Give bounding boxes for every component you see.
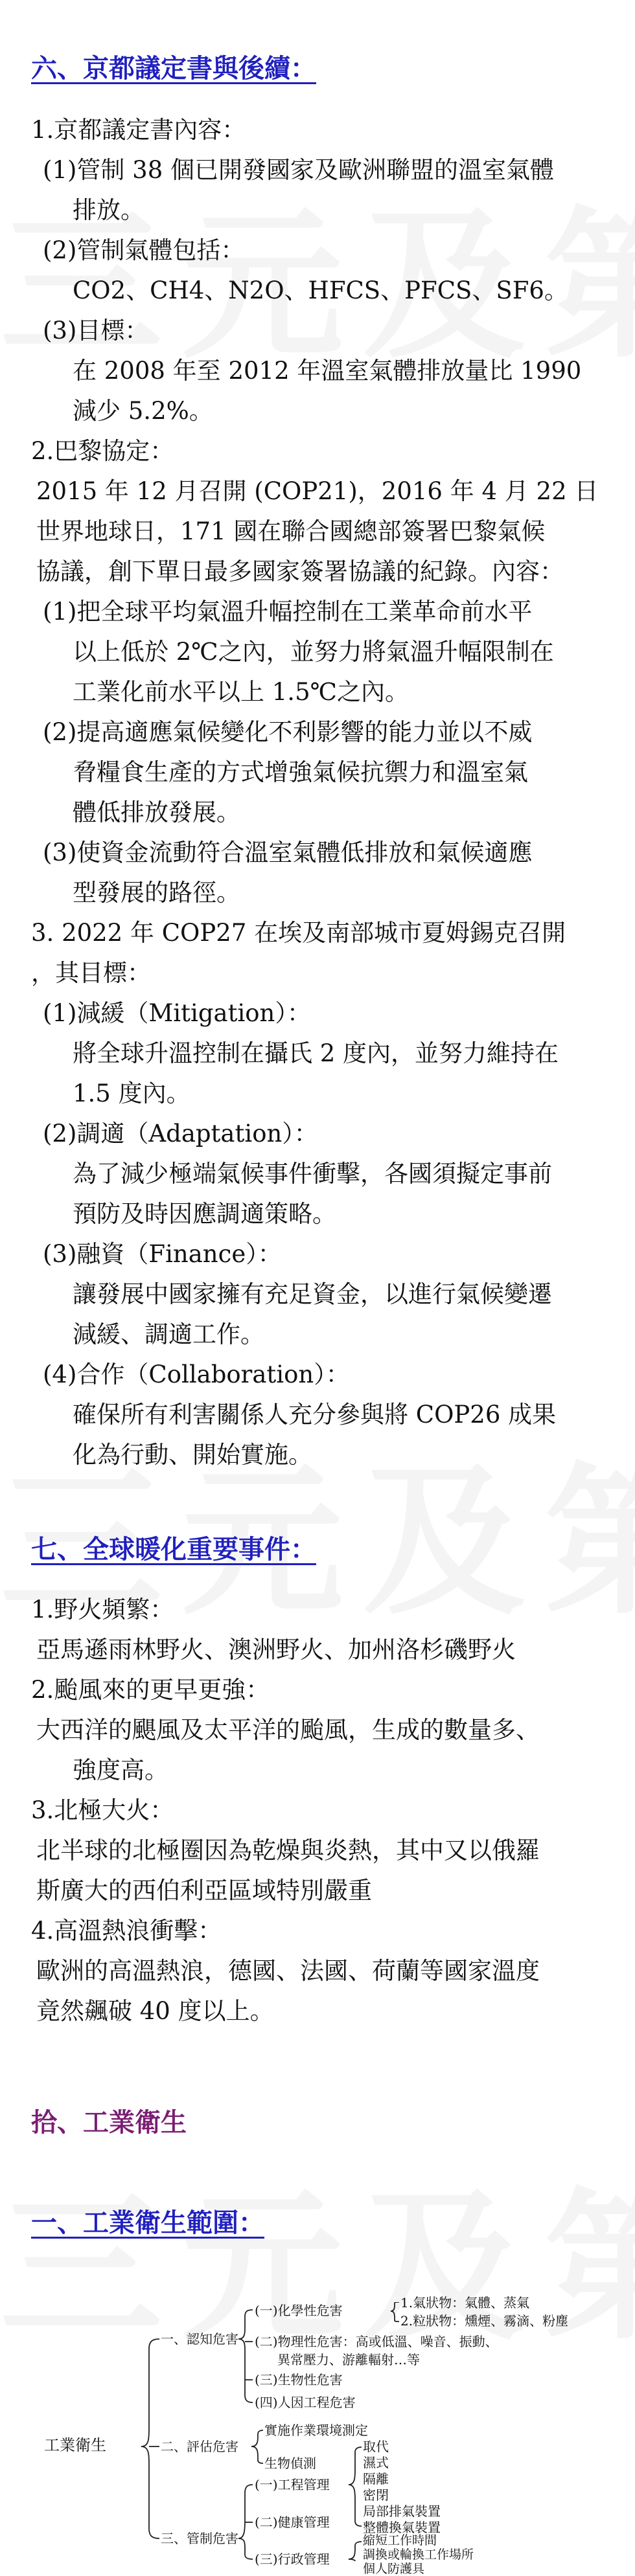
s6-line: (2)管制氣體包括： [43, 236, 245, 264]
s6-line: (1)把全球平均氣溫升幅控制在工業革命前水平 [43, 598, 533, 626]
s6-line: CO2、CH4、N2O、HFCS、PFCS、SF6。 [73, 277, 568, 304]
s6-line: 3. 2022 年 COP27 在埃及南部城市夏姆錫克召開 [31, 919, 566, 947]
watermark-top [0, 155, 635, 389]
s7-line: 亞馬遜雨林野火、澳洲野火、加州洛杉磯野火 [36, 1636, 516, 1664]
s7-line: 斯廣大的西伯利亞區域特別嚴重 [36, 1877, 372, 1904]
s6-line: (2)提高適應氣候變化不利影響的能力並以不威 [43, 718, 533, 746]
section-1-title: 一、工業衛生範圍： [31, 2208, 264, 2238]
s6-line: 減少 5.2%。 [73, 397, 213, 425]
diagram-phys2: 異常壓力、游離輻射…等 [277, 2352, 420, 2367]
s6-line: 減緩、調適工作。 [73, 1320, 264, 1348]
s6-line: 讓發展中國家擁有充足資金，以進行氣候變遷 [73, 1280, 552, 1308]
diagram-admin: (三)行政管理 [255, 2551, 330, 2567]
s6-line: (1)管制 38 個已開發國家及歐洲聯盟的溫室氣體 [43, 156, 555, 184]
s6-line: 排放。 [73, 196, 144, 224]
s6-line: 脅糧食生產的方式增強氣候抗禦力和溫室氣 [73, 758, 528, 786]
s6-line: 為了減少極端氣候事件衝擊，各國須擬定事前 [73, 1160, 552, 1188]
diagram-recognize: 一、認知危害 [161, 2331, 238, 2347]
s6-line: 體低排放發展。 [73, 798, 240, 826]
industrial-hygiene-diagram [31, 2295, 614, 2576]
s6-line: 協議，創下單日最多國家簽署協議的紀錄。內容： [36, 558, 564, 585]
chapter-10-title: 拾、工業衛生 [31, 2108, 187, 2138]
diagram-admin-item: 調換或輪換工作場所 [363, 2548, 474, 2562]
s6-line: 1.京都議定書內容： [31, 116, 246, 144]
diagram-eng-item: 取代 [363, 2439, 389, 2454]
diagram-admin-items [363, 2533, 474, 2576]
s6-line: 1.5 度內。 [73, 1079, 190, 1107]
diagram-measure: 實施作業環境測定 [264, 2423, 368, 2438]
s6-line: 將全球升溫控制在攝氏 2 度內，並努力維持在 [73, 1039, 559, 1067]
diagram-eng-item: 局部排氣裝置 [363, 2503, 441, 2519]
s6-line: 工業化前水平以上 1.5℃之內。 [73, 678, 409, 706]
s7-line: 2.颱風來的更早更強： [31, 1676, 270, 1704]
section-6-title: 六、京都議定書與後續： [31, 54, 316, 84]
diagram-root: 工業衛生 [44, 2436, 106, 2454]
s6-line: 2015 年 12 月召開 (COP21)，2016 年 4 月 22 日 [36, 477, 599, 505]
s7-line: 3.北極大火： [31, 1796, 174, 1824]
diagram-evaluate: 二、評估危害 [161, 2439, 238, 2454]
diagram-phys: (二)物理性危害：高或低溫、噪音、振動、 [255, 2334, 498, 2349]
s7-line: 4.高溫熱浪衝擊： [31, 1917, 222, 1945]
s6-line: 以上低於 2℃之內，並努力將氣溫升幅限制在 [73, 638, 554, 666]
s6-line: 預防及時因應調適策略。 [73, 1200, 336, 1228]
s6-line: 2.巴黎協定： [31, 437, 174, 465]
s7-line: 1.野火頻繁： [31, 1596, 174, 1623]
s6-line: (1)減緩（Mitigation）： [43, 999, 311, 1027]
s6-line: 在 2008 年至 2012 年溫室氣體排放量比 1990 [73, 357, 582, 385]
diagram-eng-item: 密閉 [363, 2487, 389, 2503]
section-7-title: 七、全球暖化重要事件： [31, 1535, 316, 1565]
s6-line: (4)合作（Collaboration）： [43, 1361, 350, 1388]
s6-line: (3)融資（Finance）： [43, 1240, 282, 1268]
s6-line: 型發展的路徑。 [73, 879, 240, 907]
diagram-admin-item: 縮短工作時間 [363, 2533, 437, 2548]
s6-line: 世界地球日，171 國在聯合國總部簽署巴黎氣候 [36, 517, 546, 545]
s7-line: 強度高。 [73, 1756, 168, 1784]
s6-line: ，其目標： [31, 959, 151, 987]
s6-line: 確保所有利害關係人充分參與將 COP26 成果 [73, 1401, 557, 1429]
diagram-bio: (三)生物性危害 [255, 2372, 343, 2388]
diagram-eng-item: 隔離 [363, 2471, 389, 2487]
s7-line: 竟然飆破 40 度以上。 [36, 1997, 274, 2025]
diagram-gas: 1.氣狀物：氣體、蒸氣 [400, 2295, 530, 2310]
s7-line: 北半球的北極圈因為乾燥與炎熱，其中又以俄羅 [36, 1836, 540, 1864]
diagram-eng-item: 濕式 [363, 2455, 389, 2470]
diagram-admin-item: 個人防護具 [363, 2562, 425, 2576]
diagram-chem: (一)化學性危害 [255, 2303, 343, 2318]
s6-line: (3)目標： [43, 317, 149, 345]
diagram-eng: (一)工程管理 [255, 2477, 330, 2492]
diagram-biomon: 生物偵測 [264, 2456, 316, 2471]
s6-line: 化為行動、開始實施。 [73, 1441, 312, 1469]
diagram-eng-items [363, 2439, 441, 2536]
diagram-health: (二)健康管理 [255, 2514, 330, 2530]
s7-line: 大西洋的颶風及太平洋的颱風，生成的數量多、 [36, 1716, 540, 1744]
s6-line: (2)調適（Adaptation）： [43, 1120, 318, 1147]
diagram-particle: 2.粒狀物：燻煙、霧滴、粉塵 [400, 2313, 569, 2329]
s7-line: 歐洲的高溫熱浪，德國、法國、荷蘭等國家溫度 [36, 1957, 540, 1985]
diagram-eng-item: 整體換氣裝置 [363, 2520, 441, 2535]
diagram-control: 三、管制危害 [161, 2531, 238, 2546]
diagram-ergo: (四)人因工程危害 [255, 2395, 356, 2410]
s6-line: (3)使資金流動符合溫室氣體低排放和氣候適應 [43, 839, 533, 866]
